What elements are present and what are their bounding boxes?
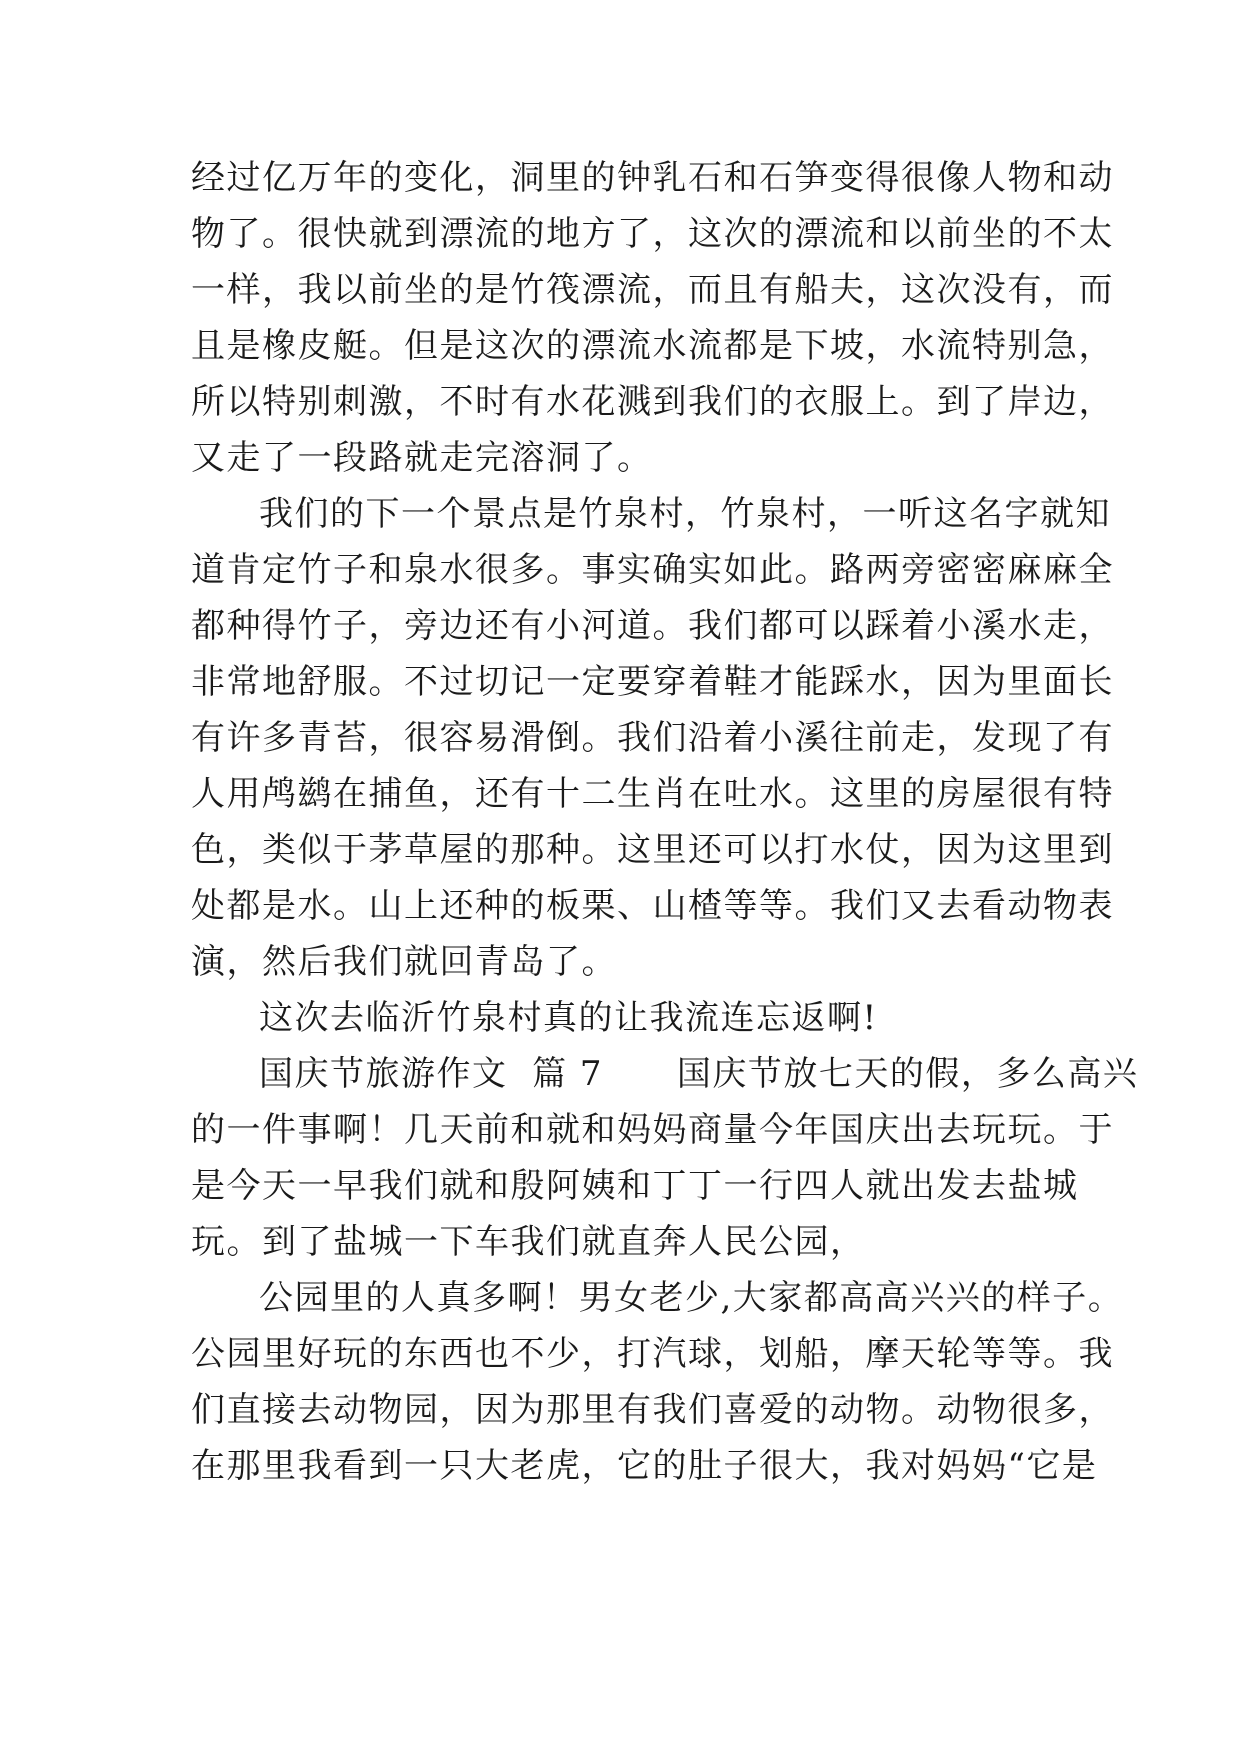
text-line: 都种得竹子，旁边还有小河道。我们都可以踩着小溪水走， [191, 606, 1114, 646]
text-line: 有许多青苔，很容易滑倒。我们沿着小溪往前走，发现了有 [191, 718, 1114, 758]
text-line: 玩。到了盐城一下车我们就直奔人民公园， [191, 1222, 866, 1262]
text-line: 国庆节旅游作文 篇 7 国庆节放七天的假，多么高兴 [259, 1054, 1139, 1094]
text-line: 的一件事啊！几天前和就和妈妈商量今年国庆出去玩玩。于 [191, 1110, 1114, 1150]
text-line: 一样，我以前坐的是竹筏漂流，而且有船夫，这次没有，而 [191, 270, 1114, 310]
text-line: 是今天一早我们就和殷阿姨和丁丁一行四人就出发去盐城 [191, 1166, 1079, 1206]
text-line: 人用鸬鹚在捕鱼，还有十二生肖在吐水。这里的房屋很有特 [191, 774, 1114, 814]
text-line: 我们的下一个景点是竹泉村，竹泉村，一听这名字就知 [259, 494, 1111, 534]
text-line: 这次去临沂竹泉村真的让我流连忘返啊! [259, 998, 878, 1038]
text-line: 在那里我看到一只大老虎，它的肚子很大，我对妈妈“它是 [191, 1446, 1098, 1486]
document-body [191, 150, 1139, 1494]
text-line: 又走了一段路就走完溶洞了。 [191, 438, 653, 478]
text-line: 色，类似于茅草屋的那种。这里还可以打水仗，因为这里到 [191, 830, 1114, 870]
text-line: 公园里好玩的东西也不少，打汽球，划船，摩天轮等等。我 [191, 1334, 1114, 1374]
text-line: 且是橡皮艇。但是这次的漂流水流都是下坡，水流特别急， [191, 326, 1114, 366]
text-line: 所以特别刺激，不时有水花溅到我们的衣服上。到了岸边， [191, 382, 1114, 422]
text-line: 经过亿万年的变化，洞里的钟乳石和石笋变得很像人物和动 [191, 158, 1114, 198]
text-line: 非常地舒服。不过切记一定要穿着鞋才能踩水，因为里面长 [191, 662, 1114, 702]
text-line: 们直接去动物园，因为那里有我们喜爱的动物。动物很多， [191, 1390, 1114, 1430]
text-line: 道肯定竹子和泉水很多。事实确实如此。路两旁密密麻麻全 [191, 550, 1114, 590]
text-line: 公园里的人真多啊！男女老少,大家都高高兴兴的样子。 [259, 1278, 1124, 1318]
text-line: 演，然后我们就回青岛了。 [191, 942, 617, 982]
text-line: 物了。很快就到漂流的地方了，这次的漂流和以前坐的不太 [191, 214, 1114, 254]
text-line: 处都是水。山上还种的板栗、山楂等等。我们又去看动物表 [191, 886, 1114, 926]
